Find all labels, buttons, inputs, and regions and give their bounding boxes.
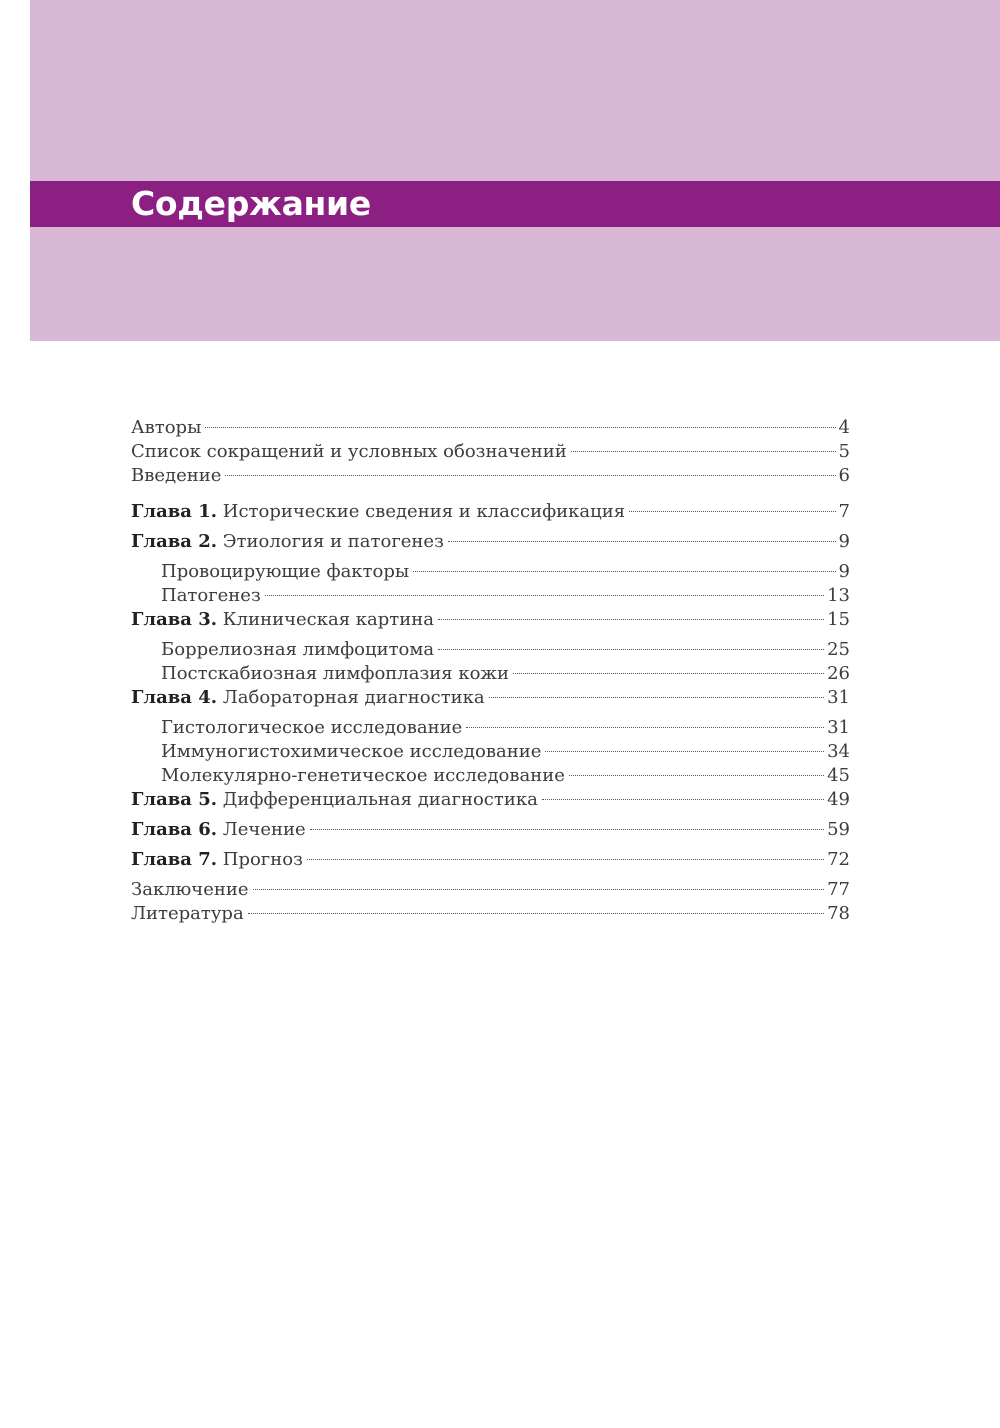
toc-entry-label <box>131 848 303 872</box>
toc-entry-page: 5 <box>838 441 850 462</box>
toc-entry-authors[interactable] <box>131 416 850 440</box>
toc-entry-label <box>131 530 444 554</box>
toc-entry-introduction[interactable] <box>131 464 850 488</box>
toc-entry-page: 59 <box>827 819 850 840</box>
chapter-title: Этиология и патогенез <box>222 531 444 552</box>
toc-leader-dots <box>248 913 824 914</box>
toc-entry-label: Провоцирующие факторы <box>161 561 410 582</box>
toc-leader-dots <box>438 649 824 650</box>
toc-leader-dots <box>466 727 824 728</box>
toc-leader-dots <box>542 799 824 800</box>
toc-leader-dots <box>571 451 836 452</box>
toc-entry-label: Введение <box>131 465 222 486</box>
toc-subentry-borrelial-lymphocytoma[interactable] <box>161 638 850 662</box>
toc-entry-chapter-4[interactable] <box>131 686 850 710</box>
toc-entry-page: 25 <box>827 639 850 660</box>
toc-entry-label <box>131 500 625 524</box>
toc-subentry-molecular-genetic-study[interactable] <box>161 764 850 788</box>
toc-leader-dots <box>489 697 824 698</box>
toc-entry-page: 45 <box>827 765 850 786</box>
toc-leader-dots <box>265 595 824 596</box>
toc-entry-page: 13 <box>827 585 850 606</box>
toc-entry-page: 9 <box>838 531 850 552</box>
toc-leader-dots <box>629 511 835 512</box>
toc-entry-chapter-2[interactable] <box>131 530 850 554</box>
toc-leader-dots <box>513 673 824 674</box>
toc-leader-dots <box>225 475 835 476</box>
toc-leader-dots <box>448 541 836 542</box>
chapter-number: Глава 7. <box>131 849 218 870</box>
toc-entry-page: 31 <box>827 717 850 738</box>
toc-entry-page: 78 <box>827 903 850 924</box>
toc-leader-dots <box>253 889 825 890</box>
toc-entry-page: 72 <box>827 849 850 870</box>
toc-entry-label: Боррелиозная лимфоцитома <box>161 639 435 660</box>
toc-entry-chapter-3[interactable] <box>131 608 850 632</box>
toc-entry-label <box>131 686 485 710</box>
chapter-title: Лечение <box>222 819 306 840</box>
chapter-title: Прогноз <box>222 849 303 870</box>
chapter-number: Глава 1. <box>131 501 218 522</box>
toc-leader-dots <box>569 775 824 776</box>
chapter-title: Дифференциальная диагностика <box>222 789 538 810</box>
toc-subentry-pathogenesis[interactable] <box>161 584 850 608</box>
toc-entry-page: 49 <box>827 789 850 810</box>
toc-leader-dots <box>545 751 824 752</box>
toc-entry-label: Патогенез <box>161 585 261 606</box>
toc-entry-page: 77 <box>827 879 850 900</box>
toc-entry-label <box>131 608 434 632</box>
toc-entry-page: 34 <box>827 741 850 762</box>
header-color-block <box>30 0 1000 341</box>
toc-entry-chapter-1[interactable] <box>131 500 850 524</box>
chapter-title: Лабораторная диагностика <box>222 687 485 708</box>
toc-entry-page: 26 <box>827 663 850 684</box>
toc-leader-dots <box>205 427 835 428</box>
toc-entry-abbreviations[interactable] <box>131 440 850 464</box>
toc-subentry-postscabies-lymphoplasia[interactable] <box>161 662 850 686</box>
toc-entry-page: 6 <box>838 465 850 486</box>
toc-entry-chapter-7[interactable] <box>131 848 850 872</box>
toc-entry-literature[interactable] <box>131 902 850 926</box>
toc-entry-label <box>131 818 306 842</box>
chapter-number: Глава 3. <box>131 609 218 630</box>
toc-entry-conclusion[interactable] <box>131 878 850 902</box>
toc-entry-chapter-6[interactable] <box>131 818 850 842</box>
toc-entry-page: 4 <box>838 417 850 438</box>
toc-entry-label: Молекулярно-генетическое исследование <box>161 765 565 786</box>
toc-entry-label: Постскабиозная лимфоплазия кожи <box>161 663 509 684</box>
chapter-title: Исторические сведения и классификация <box>222 501 626 522</box>
chapter-number: Глава 6. <box>131 819 218 840</box>
toc-subentry-histological-study[interactable] <box>161 716 850 740</box>
chapter-number: Глава 5. <box>131 789 218 810</box>
toc-entry-label: Иммуногистохимическое исследование <box>161 741 542 762</box>
toc-entry-page: 15 <box>827 609 850 630</box>
toc-leader-dots <box>413 571 835 572</box>
toc-entry-label <box>131 788 538 812</box>
toc-leader-dots <box>310 829 824 830</box>
toc-entry-label: Гистологическое исследование <box>161 717 463 738</box>
toc-entry-page: 9 <box>838 561 850 582</box>
toc-entry-page: 7 <box>838 501 850 522</box>
chapter-number: Глава 2. <box>131 531 218 552</box>
toc-subentry-immunohistochemical-study[interactable] <box>161 740 850 764</box>
toc-entry-label: Заключение <box>131 879 249 900</box>
toc-leader-dots <box>307 859 824 860</box>
toc-entry-chapter-5[interactable] <box>131 788 850 812</box>
toc-entry-page: 31 <box>827 687 850 708</box>
page-title: Содержание <box>131 184 371 223</box>
chapter-title: Клиническая картина <box>222 609 434 630</box>
toc-subentry-provoking-factors[interactable] <box>161 560 850 584</box>
toc-entry-label: Литература <box>131 903 244 924</box>
chapter-number: Глава 4. <box>131 687 218 708</box>
toc-leader-dots <box>438 619 824 620</box>
toc-entry-label: Список сокращений и условных обозначений <box>131 441 567 462</box>
toc-entry-label: Авторы <box>131 417 202 438</box>
